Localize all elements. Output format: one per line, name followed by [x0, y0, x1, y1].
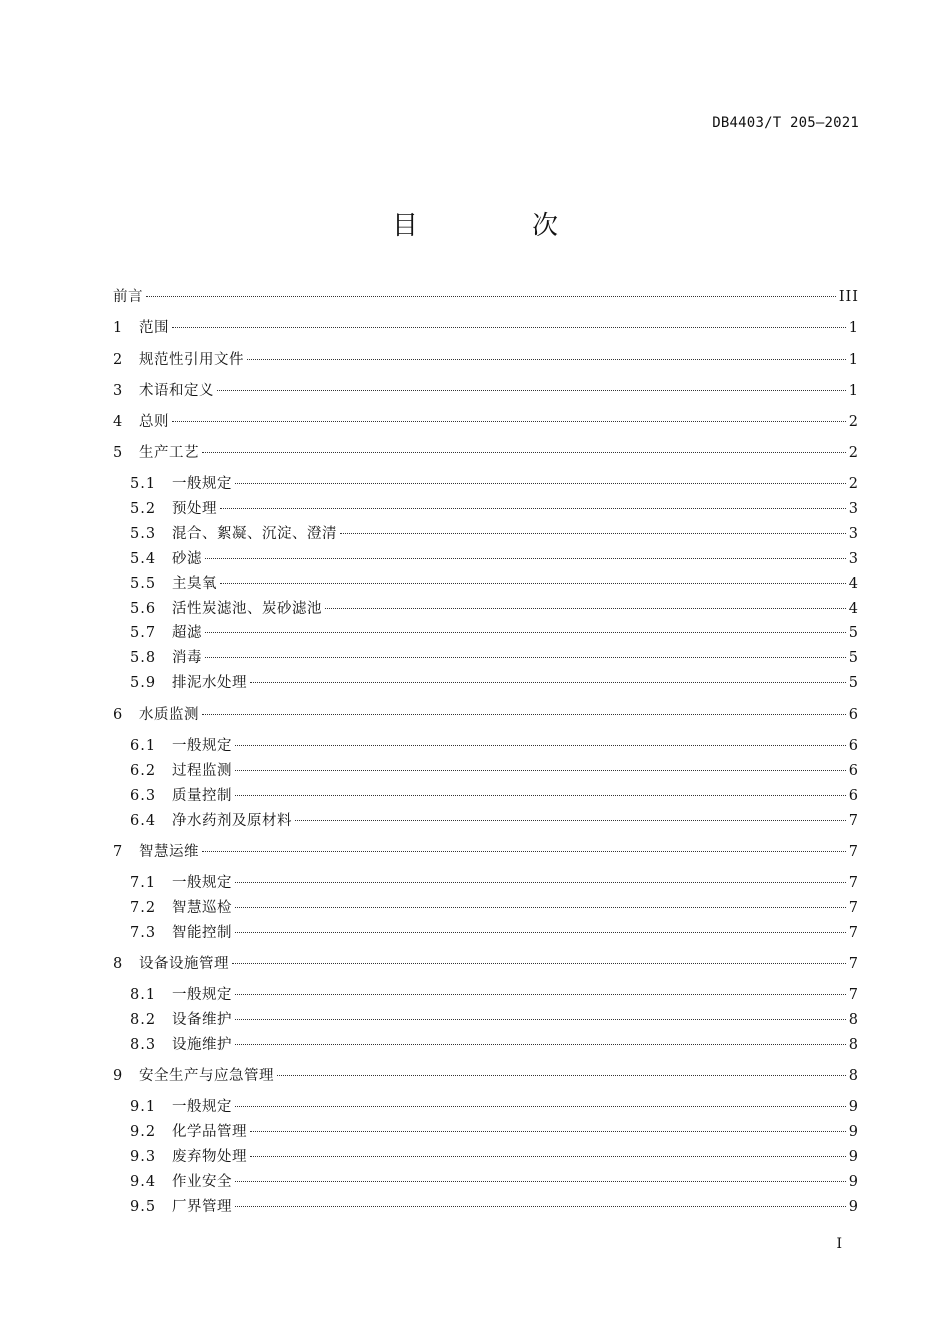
toc-entry[interactable] [130, 1009, 859, 1031]
toc-dot-leader [235, 770, 846, 771]
toc-entry[interactable] [130, 622, 859, 644]
toc-entry-number: 9.5 [130, 1199, 157, 1215]
toc-entry-number: 7 [113, 844, 123, 860]
toc-entry[interactable] [130, 1146, 859, 1168]
toc-entry-number: 9.1 [130, 1099, 157, 1115]
toc-dot-leader [220, 583, 846, 584]
toc-entry-page: 7 [848, 875, 859, 891]
toc-entry-label: 术语和定义 [139, 383, 214, 399]
toc-entry[interactable] [130, 897, 859, 919]
toc-entry-page: 4 [848, 576, 859, 592]
toc-dot-leader [250, 1131, 846, 1132]
toc-entry-label: 一般规定 [172, 738, 232, 754]
toc-entry-page: 3 [848, 526, 859, 542]
toc-entry[interactable] [130, 1196, 859, 1218]
toc-dot-leader [172, 327, 846, 328]
toc-dot-leader [325, 608, 846, 609]
toc-entry-page: 7 [848, 813, 859, 829]
toc-entry[interactable] [113, 953, 859, 975]
toc-entry-label: 智慧运维 [139, 844, 199, 860]
toc-entry-page: 9 [848, 1174, 859, 1190]
toc-dot-leader [235, 795, 846, 796]
toc-dot-leader [235, 1106, 846, 1107]
toc-entry-label: 水质监测 [139, 707, 199, 723]
toc-entry-page: 5 [848, 650, 859, 666]
toc-entry-number: 1 [113, 320, 123, 336]
toc-entry-page: 3 [848, 551, 859, 567]
toc-entry-label: 活性炭滤池、炭砂滤池 [172, 601, 322, 617]
toc-entry[interactable] [113, 380, 859, 402]
toc-entry[interactable] [130, 523, 859, 545]
toc-entry-label: 一般规定 [172, 875, 232, 891]
toc-entry[interactable] [130, 785, 859, 807]
toc-entry-page: 9 [848, 1149, 859, 1165]
toc-entry-page: 5 [848, 625, 859, 641]
toc-entry-number: 9 [113, 1068, 123, 1084]
toc-dot-leader [205, 632, 846, 633]
toc-entry-number: 4 [113, 414, 123, 430]
toc-entry-number: 5.7 [130, 625, 157, 641]
toc-dot-leader [235, 1181, 846, 1182]
toc-entry[interactable] [113, 1065, 859, 1087]
toc-dot-leader [250, 1156, 846, 1157]
toc-entry-page: 1 [848, 352, 859, 368]
toc-entry-number: 8.2 [130, 1012, 157, 1028]
toc-dot-leader [235, 882, 846, 883]
toc-entry-number: 7.1 [130, 875, 157, 891]
toc-entry-label: 一般规定 [172, 1099, 232, 1115]
toc-entry[interactable] [130, 473, 859, 495]
toc-dot-leader [205, 558, 846, 559]
toc-entry-number: 6.2 [130, 763, 157, 779]
toc-entry-number: 6 [113, 707, 123, 723]
toc-entry-number: 9.3 [130, 1149, 157, 1165]
toc-entry-page: 9 [848, 1099, 859, 1115]
toc-entry-number: 6.3 [130, 788, 157, 804]
toc-entry[interactable] [130, 760, 859, 782]
toc-entry-label: 消毒 [172, 650, 202, 666]
toc-entry[interactable] [130, 1034, 859, 1056]
toc-title: 目 次 [391, 211, 602, 241]
toc-entry-label: 设施维护 [172, 1037, 232, 1053]
toc-dot-leader [235, 483, 846, 484]
toc-entry[interactable] [130, 810, 859, 832]
toc-entry-number: 6.1 [130, 738, 157, 754]
toc-entry-page: 1 [848, 320, 859, 336]
toc-entry-label: 质量控制 [172, 788, 232, 804]
toc-entry[interactable] [130, 598, 859, 620]
toc-entry[interactable] [113, 317, 859, 339]
toc-entry-number: 6.4 [130, 813, 157, 829]
toc-entry-label: 规范性引用文件 [139, 352, 244, 368]
toc-dot-leader [277, 1075, 846, 1076]
toc-entry-page: 6 [848, 738, 859, 754]
toc-entry[interactable] [130, 573, 859, 595]
toc-dot-leader [220, 508, 846, 509]
toc-dot-leader [250, 682, 846, 683]
toc-entry-page: III [838, 289, 859, 305]
toc-entry-number: 3 [113, 383, 123, 399]
toc-dot-leader [172, 421, 846, 422]
toc-entry-page: 2 [848, 476, 859, 492]
toc-entry[interactable] [113, 286, 859, 308]
toc-entry[interactable] [130, 735, 859, 757]
toc-dot-leader [202, 714, 846, 715]
toc-dot-leader [235, 1019, 846, 1020]
toc-entry-page: 9 [848, 1124, 859, 1140]
toc-entry-number: 5.4 [130, 551, 157, 567]
toc-entry-label: 总则 [139, 414, 169, 430]
toc-entry-page: 9 [848, 1199, 859, 1215]
toc-dot-leader [235, 907, 846, 908]
document-code: DB4403/T 205—2021 [712, 115, 859, 131]
toc-entry[interactable] [130, 498, 859, 520]
toc-entry-page: 7 [848, 925, 859, 941]
toc-entry-number: 5.1 [130, 476, 157, 492]
toc-entry-label: 一般规定 [172, 987, 232, 1003]
toc-entry-label: 前言 [113, 289, 143, 305]
toc-entry-number: 5.5 [130, 576, 157, 592]
toc-dot-leader [146, 296, 836, 297]
toc-dot-leader [205, 657, 846, 658]
toc-entry-label: 智能控制 [172, 925, 232, 941]
toc-entry[interactable] [113, 411, 859, 433]
toc-dot-leader [232, 963, 846, 964]
toc-entry-label: 安全生产与应急管理 [139, 1068, 274, 1084]
toc-entry-label: 预处理 [172, 501, 217, 517]
toc-dot-leader [217, 390, 846, 391]
toc-entry-number: 7.2 [130, 900, 157, 916]
toc-entry[interactable] [130, 1171, 859, 1193]
toc-entry-label: 厂界管理 [172, 1199, 232, 1215]
toc-entry-label: 智慧巡检 [172, 900, 232, 916]
toc-entry-page: 2 [848, 414, 859, 430]
toc-entry[interactable] [130, 647, 859, 669]
toc-entry[interactable] [130, 922, 859, 944]
toc-entry-number: 9.2 [130, 1124, 157, 1140]
toc-entry-label: 砂滤 [172, 551, 202, 567]
toc-entry-page: 5 [848, 675, 859, 691]
toc-entry-number: 7.3 [130, 925, 157, 941]
toc-dot-leader [295, 820, 846, 821]
toc-entry-number: 9.4 [130, 1174, 157, 1190]
toc-entry-label: 废弃物处理 [172, 1149, 247, 1165]
toc-dot-leader [235, 1044, 846, 1045]
toc-entry-label: 净水药剂及原材料 [172, 813, 292, 829]
toc-entry-page: 6 [848, 707, 859, 723]
toc-entry[interactable] [113, 841, 859, 863]
toc-entry[interactable] [113, 704, 859, 726]
toc-entry-page: 1 [848, 383, 859, 399]
toc-entry-label: 设备维护 [172, 1012, 232, 1028]
toc-entry[interactable] [130, 548, 859, 570]
toc-entry-label: 排泥水处理 [172, 675, 247, 691]
toc-entry-page: 7 [848, 987, 859, 1003]
toc-entry[interactable] [130, 984, 859, 1006]
toc-dot-leader [235, 994, 846, 995]
toc-entry-label: 主臭氧 [172, 576, 217, 592]
toc-entry-number: 5.3 [130, 526, 157, 542]
toc-entry-label: 作业安全 [172, 1174, 232, 1190]
toc-entry-page: 7 [848, 956, 859, 972]
toc-entry-number: 8.1 [130, 987, 157, 1003]
toc-entry-number: 8 [113, 956, 123, 972]
toc-entry-label: 设备设施管理 [139, 956, 229, 972]
toc-entry-page: 6 [848, 763, 859, 779]
toc-entry-page: 8 [848, 1012, 859, 1028]
toc-entry-page: 7 [848, 844, 859, 860]
toc-entry-number: 2 [113, 352, 123, 368]
toc-entry-label: 生产工艺 [139, 445, 199, 461]
toc-entry-number: 5 [113, 445, 123, 461]
toc-dot-leader [235, 1206, 846, 1207]
toc-entry[interactable] [113, 349, 859, 371]
toc-entry-page: 4 [848, 601, 859, 617]
toc-entry-number: 5.8 [130, 650, 157, 666]
toc-dot-leader [340, 533, 846, 534]
toc-entry-label: 化学品管理 [172, 1124, 247, 1140]
toc-entry-page: 8 [848, 1037, 859, 1053]
toc-entry-page: 8 [848, 1068, 859, 1084]
toc-dot-leader [202, 452, 846, 453]
page-number: I [836, 1236, 842, 1252]
toc-entry[interactable] [130, 1096, 859, 1118]
toc-entry-number: 5.9 [130, 675, 157, 691]
toc-entry-page: 3 [848, 501, 859, 517]
toc-entry-label: 一般规定 [172, 476, 232, 492]
toc-dot-leader [235, 745, 846, 746]
toc-entry-number: 8.3 [130, 1037, 157, 1053]
toc-entry[interactable] [113, 442, 859, 464]
toc-entry-page: 2 [848, 445, 859, 461]
toc-entry-number: 5.6 [130, 601, 157, 617]
toc-dot-leader [202, 851, 846, 852]
toc-dot-leader [235, 932, 846, 933]
toc-dot-leader [247, 359, 846, 360]
toc-entry-page: 7 [848, 900, 859, 916]
toc-entry-number: 5.2 [130, 501, 157, 517]
toc-entry[interactable] [130, 672, 859, 694]
toc-entry[interactable] [130, 1121, 859, 1143]
toc-entry-label: 混合、絮凝、沉淀、澄清 [172, 526, 337, 542]
toc-entry-page: 6 [848, 788, 859, 804]
toc-entry-label: 范围 [139, 320, 169, 336]
toc-entry-label: 过程监测 [172, 763, 232, 779]
toc-entry-label: 超滤 [172, 625, 202, 641]
toc-entry[interactable] [130, 872, 859, 894]
